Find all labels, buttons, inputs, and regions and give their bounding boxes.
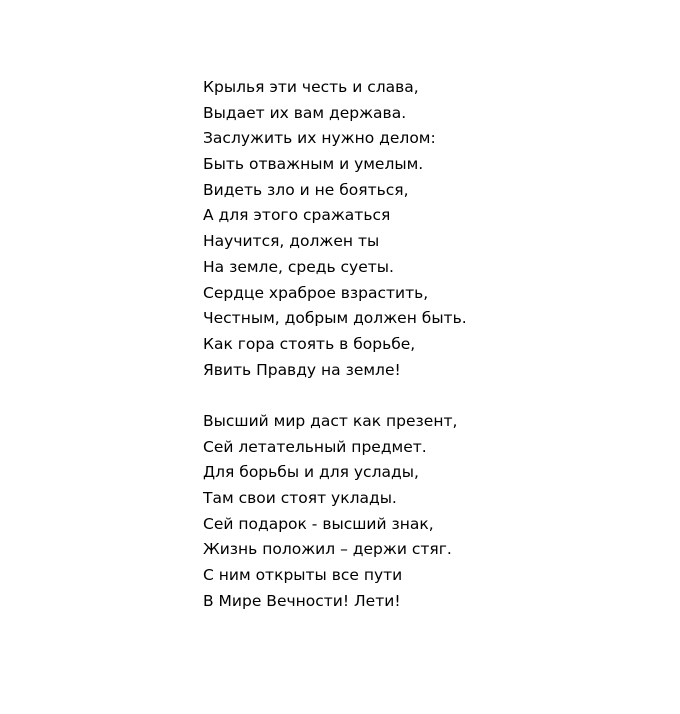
poem-line: Заслужить их нужно делом:: [203, 129, 436, 148]
poem-line: Крылья эти честь и слава,: [203, 78, 419, 96]
poem-line: Жизнь положил – держи стяг.: [203, 540, 452, 559]
poem-line: Высший мир даст как презент,: [203, 411, 458, 430]
poem: [203, 75, 643, 614]
poem-line: А для этого сражаться: [203, 206, 391, 225]
poem-line: Явить Правду на земле!: [203, 360, 401, 379]
poem-line: Быть отважным и умелым.: [203, 155, 424, 174]
poem-line: Сей летательный предмет.: [203, 437, 427, 456]
poem-line: Как гора стоять в борьбе,: [203, 334, 416, 353]
poem-line: С ним открыты все пути: [203, 566, 403, 585]
poem-line: Для борьбы и для услады,: [203, 463, 419, 482]
poem-line: Там свои стоят уклады.: [203, 489, 397, 507]
poem-line: Сердце храброе взрастить,: [203, 283, 429, 302]
stanza-2: [203, 409, 643, 615]
poem-line: Выдает их вам держава.: [203, 103, 407, 122]
poem-line: Научится, должен ты: [203, 232, 380, 251]
poem-line: Видеть зло и не бояться,: [203, 180, 409, 199]
poem-line: Сей подарок - высший знак,: [203, 514, 434, 533]
poem-line: В Мире Вечности! Лети!: [203, 591, 401, 610]
poem-line: На земле, средь суеты.: [203, 257, 394, 276]
poem-line: Честным, добрым должен быть.: [203, 309, 467, 328]
stanza-1: [203, 75, 643, 383]
